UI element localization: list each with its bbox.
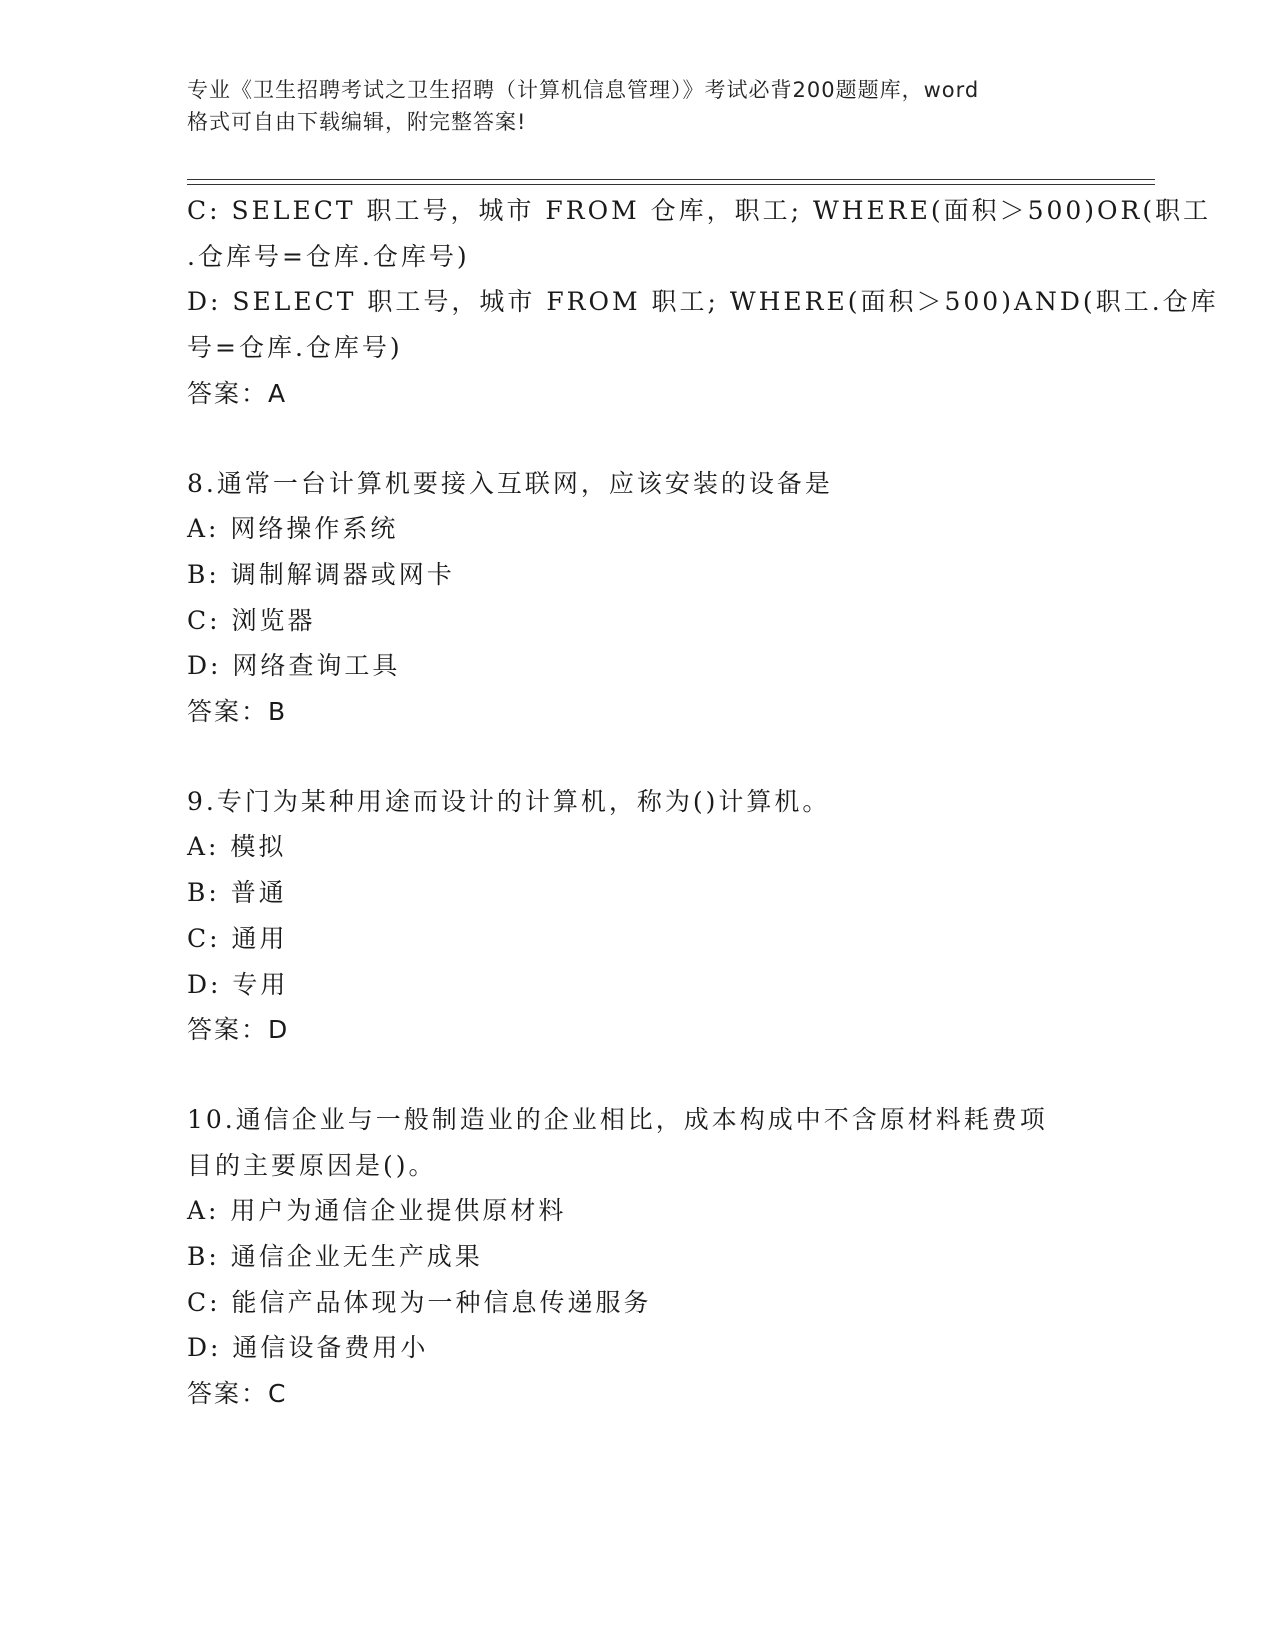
question-9-option-b: B: 普通 xyxy=(187,878,287,908)
spacer xyxy=(187,1053,1087,1097)
question-list xyxy=(187,188,1219,1417)
question-8 xyxy=(187,461,1087,735)
question-8-text: 8.通常一台计算机要接入互联网，应该安装的设备是 xyxy=(187,468,833,498)
question-7-option-d-line-1: D: SELECT 职工号，城市 FROM 职工; WHERE(面积＞500)AND(职工.仓库 xyxy=(187,287,1219,317)
header-title-line-2: 格式可自由下载编辑，附完整答案! xyxy=(187,110,527,134)
question-10-answer: 答案：C xyxy=(187,1379,288,1409)
question-10-text-line-2: 目的主要原因是()。 xyxy=(187,1150,437,1180)
question-7 xyxy=(187,188,1219,417)
question-10-option-a: A: 用户为通信企业提供原材料 xyxy=(187,1196,567,1226)
question-7-option-d-line-2: 号=仓库.仓库号) xyxy=(187,333,403,363)
question-10 xyxy=(187,1097,1087,1417)
question-7-option-c-line-1: C: SELECT 职工号，城市 FROM 仓库，职工; WHERE(面积＞500)OR(职工 xyxy=(187,196,1212,225)
spacer xyxy=(187,735,1087,779)
question-7-answer: 答案：A xyxy=(187,378,288,408)
question-9 xyxy=(187,779,1087,1053)
question-10-option-c: C: 能信产品体现为一种信息传递服务 xyxy=(187,1287,652,1317)
question-8-option-a: A: 网络操作系统 xyxy=(187,514,399,544)
question-8-answer: 答案：B xyxy=(187,697,288,727)
question-10-option-b: B: 通信企业无生产成果 xyxy=(187,1242,483,1272)
header-title-line-1: 专业《卫生招聘考试之卫生招聘（计算机信息管理）》考试必背200题题库，word xyxy=(187,78,980,102)
header-divider xyxy=(187,179,1155,185)
question-10-text-line-1: 10.通信企业与一般制造业的企业相比，成本构成中不含原材料耗费项 xyxy=(187,1104,1048,1134)
question-9-option-d: D: 专用 xyxy=(187,969,289,999)
question-8-option-c: C: 浏览器 xyxy=(187,605,316,635)
document-header xyxy=(187,74,1087,138)
question-9-option-c: C: 通用 xyxy=(187,923,288,953)
question-8-option-d: D: 网络查询工具 xyxy=(187,651,401,681)
question-7-option-c-line-2: .仓库号=仓库.仓库号) xyxy=(187,241,470,271)
question-9-answer: 答案：D xyxy=(187,1015,290,1045)
question-10-option-d: D: 通信设备费用小 xyxy=(187,1333,429,1363)
question-9-text: 9.专门为某种用途而设计的计算机，称为()计算机。 xyxy=(187,786,831,816)
spacer xyxy=(187,417,1087,461)
question-9-option-a: A: 模拟 xyxy=(187,832,287,862)
question-8-option-b: B: 调制解调器或网卡 xyxy=(187,559,455,589)
